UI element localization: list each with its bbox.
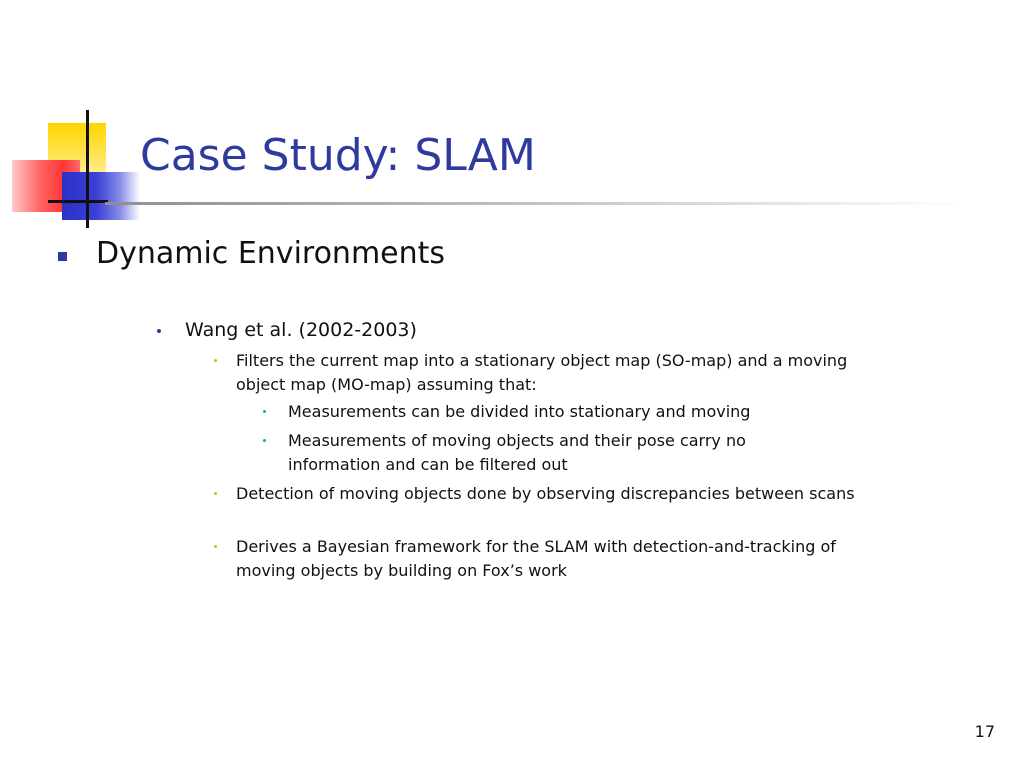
dot-bullet-icon	[214, 359, 217, 362]
bullet-text: Measurements of moving objects and their pose carry no information and can be filtered out	[288, 431, 746, 474]
bullet-text: Derives a Bayesian framework for the SLAM with detection-and-tracking of moving objects by building on Fox’s work	[236, 537, 836, 580]
bullet-text: Detection of moving objects done by observing discrepancies between scans	[236, 484, 855, 503]
bullet-text: Wang et al. (2002-2003)	[185, 319, 417, 341]
bullet-text: Dynamic Environments	[96, 236, 446, 271]
dot-bullet-icon	[214, 492, 217, 495]
dot-bullet-icon	[263, 439, 266, 442]
dot-bullet-icon	[263, 410, 266, 413]
page-number: 17	[974, 722, 995, 741]
dot-bullet-icon	[157, 329, 161, 333]
bullet-text: Filters the current map into a stationary object map (SO-map) and a moving object map (MO-map) assuming that:	[236, 351, 848, 394]
title-underline	[105, 202, 965, 205]
bullet-text: Measurements can be divided into stationary and moving	[288, 402, 751, 421]
logo-blue-square	[62, 172, 140, 220]
dot-bullet-icon	[214, 545, 217, 548]
logo-vertical-line	[86, 110, 89, 228]
slide-title: Case Study: SLAM	[140, 130, 536, 181]
logo-horizontal-line	[48, 200, 108, 203]
square-bullet-icon	[58, 252, 67, 261]
